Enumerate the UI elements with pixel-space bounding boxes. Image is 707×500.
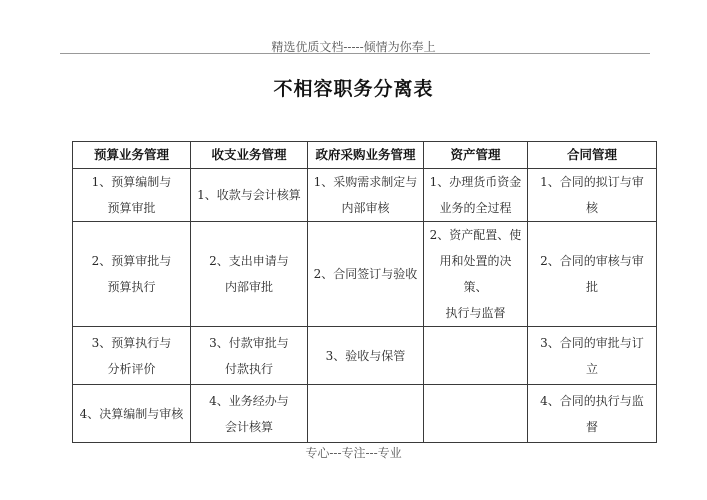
cell-text: 1、采购需求制定与 内部审核 xyxy=(313,175,418,215)
page-title: 不相容职务分离表 xyxy=(273,78,434,100)
column-header-contracts: 合同管理 xyxy=(528,142,657,169)
column-header-procurement: 政府采购业务管理 xyxy=(308,142,424,169)
table-cell xyxy=(308,169,424,222)
cell-text: 3、付款审批与 付款执行 xyxy=(209,335,289,376)
table-row xyxy=(73,169,657,222)
cell-text: 4、决算编制与审核 xyxy=(79,406,184,421)
table-cell xyxy=(73,385,191,443)
table-cell xyxy=(308,385,424,443)
table-cell xyxy=(528,222,657,327)
table-cell xyxy=(424,169,528,222)
table-header-row xyxy=(73,142,657,169)
table-cell xyxy=(73,327,191,385)
header-divider xyxy=(60,53,650,54)
cell-text: 2、预算审批与 预算执行 xyxy=(91,254,172,294)
cell-text: 1、收款与会计核算 xyxy=(197,188,301,202)
table-cell xyxy=(73,169,191,222)
table-cell xyxy=(424,385,528,443)
separation-table xyxy=(72,141,657,443)
table-cell xyxy=(191,327,308,385)
table-cell xyxy=(528,327,657,385)
table-cell xyxy=(191,385,308,443)
cell-text: 3、预算执行与 分析评价 xyxy=(91,335,172,376)
cell-text: 1、预算编制与 预算审批 xyxy=(91,175,172,215)
table-cell xyxy=(73,222,191,327)
table-cell xyxy=(191,222,308,327)
column-header-assets: 资产管理 xyxy=(424,142,528,169)
table-row xyxy=(73,327,657,385)
table-cell xyxy=(308,327,424,385)
cell-text: 3、合同的审批与订 立 xyxy=(540,335,644,376)
header-note: 精选优质文档-----倾情为你奉上 xyxy=(271,40,436,54)
column-header-revenue-expense: 收支业务管理 xyxy=(191,142,308,169)
table-cell xyxy=(528,169,657,222)
table-cell xyxy=(424,327,528,385)
cell-text: 3、验收与保管 xyxy=(325,348,406,363)
cell-text: 2、合同签订与验收 xyxy=(313,267,418,281)
table-cell xyxy=(424,222,528,327)
table-cell xyxy=(308,222,424,327)
cell-text: 2、资产配置、使 用和处置的决策、 执行与监督 xyxy=(429,228,522,320)
footer-note: 专心---专注---专业 xyxy=(305,446,402,460)
table-row xyxy=(73,385,657,443)
table-cell xyxy=(191,169,308,222)
cell-text: 1、合同的拟订与审 核 xyxy=(540,175,644,215)
column-header-budget: 预算业务管理 xyxy=(73,142,191,169)
table-cell xyxy=(528,385,657,443)
cell-text: 4、合同的执行与监 督 xyxy=(540,393,644,434)
cell-text: 1、办理货币资金 业务的全过程 xyxy=(429,175,522,215)
table-row xyxy=(73,222,657,327)
cell-text: 2、合同的审核与审 批 xyxy=(540,254,644,294)
cell-text: 2、支出申请与 内部审批 xyxy=(209,254,289,294)
cell-text: 4、业务经办与 会计核算 xyxy=(209,393,289,434)
